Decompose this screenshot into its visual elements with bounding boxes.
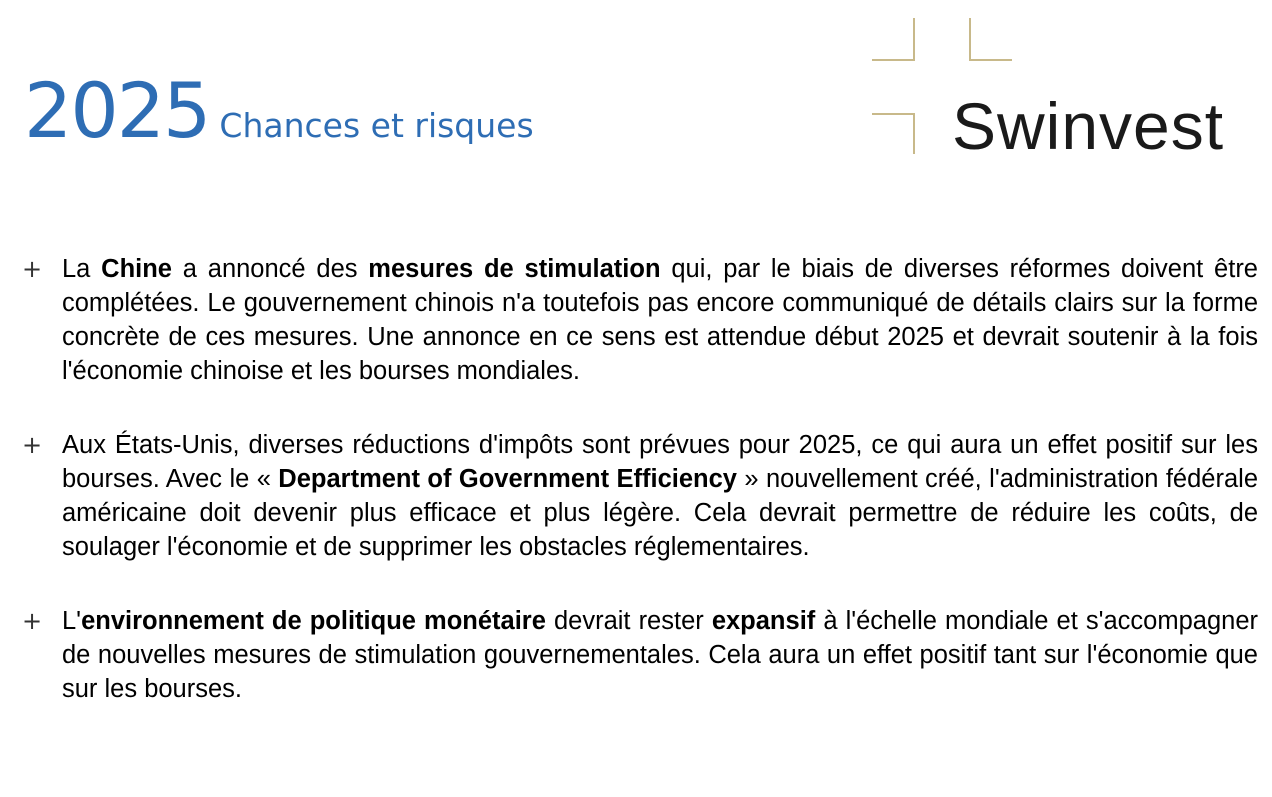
- bullet-us-tax-cuts: [18, 428, 1258, 564]
- title-year: 2025: [24, 66, 210, 155]
- bold-term: Chine: [101, 255, 172, 283]
- bullet-text: La Chine a annoncé des mesures de stimulation qui, par le biais de diverses réformes doivent être complétées. Le gouvernement chinois n'a toutefois pas encore communiqué de détails clairs sur la forme concrète de ces mesures. Une annonce en ce sens est attendue début 2025 et devrait soutenir à la fois l'économie chinoise et les bourses mondiales.: [62, 255, 1258, 385]
- bold-term: expansif: [711, 607, 816, 635]
- bullet-text: Aux États-Unis, diverses réductions d'impôts sont prévues pour 2025, ce qui aura un effet positif sur les bourses. Avec le « Department of Government Efficiency » nouvellement créé, l'administration fédérale américaine doit devenir plus efficace et plus légère. Cela devrait permettre de réduire les coûts, de soulager l'économie et de supprimer les obstacles réglementaires.: [62, 431, 1258, 561]
- bullet-china-stimulus: [18, 252, 1258, 388]
- logo-text: Swinvest: [952, 89, 1225, 163]
- bullet-list: [18, 252, 1258, 746]
- bold-term: mesures de stimulation: [368, 255, 661, 283]
- plus-icon: +: [22, 431, 43, 459]
- plus-icon: +: [22, 255, 43, 283]
- bold-term: environnement de politique monétaire: [81, 607, 546, 635]
- plus-icon: +: [22, 607, 43, 635]
- bold-term: Department of Government Efficiency: [278, 465, 737, 493]
- page-title: [24, 66, 534, 155]
- bullet-text: L'environnement de politique monétaire devrait rester expansif à l'échelle mondiale et s'accompagner de nouvelles mesures de stimulation gouvernementales. Cela aura un effet positif tant sur l'économie que sur les bourses.: [62, 607, 1258, 703]
- bullet-monetary-policy: [18, 604, 1258, 706]
- title-subtitle: Chances et risques: [219, 106, 534, 145]
